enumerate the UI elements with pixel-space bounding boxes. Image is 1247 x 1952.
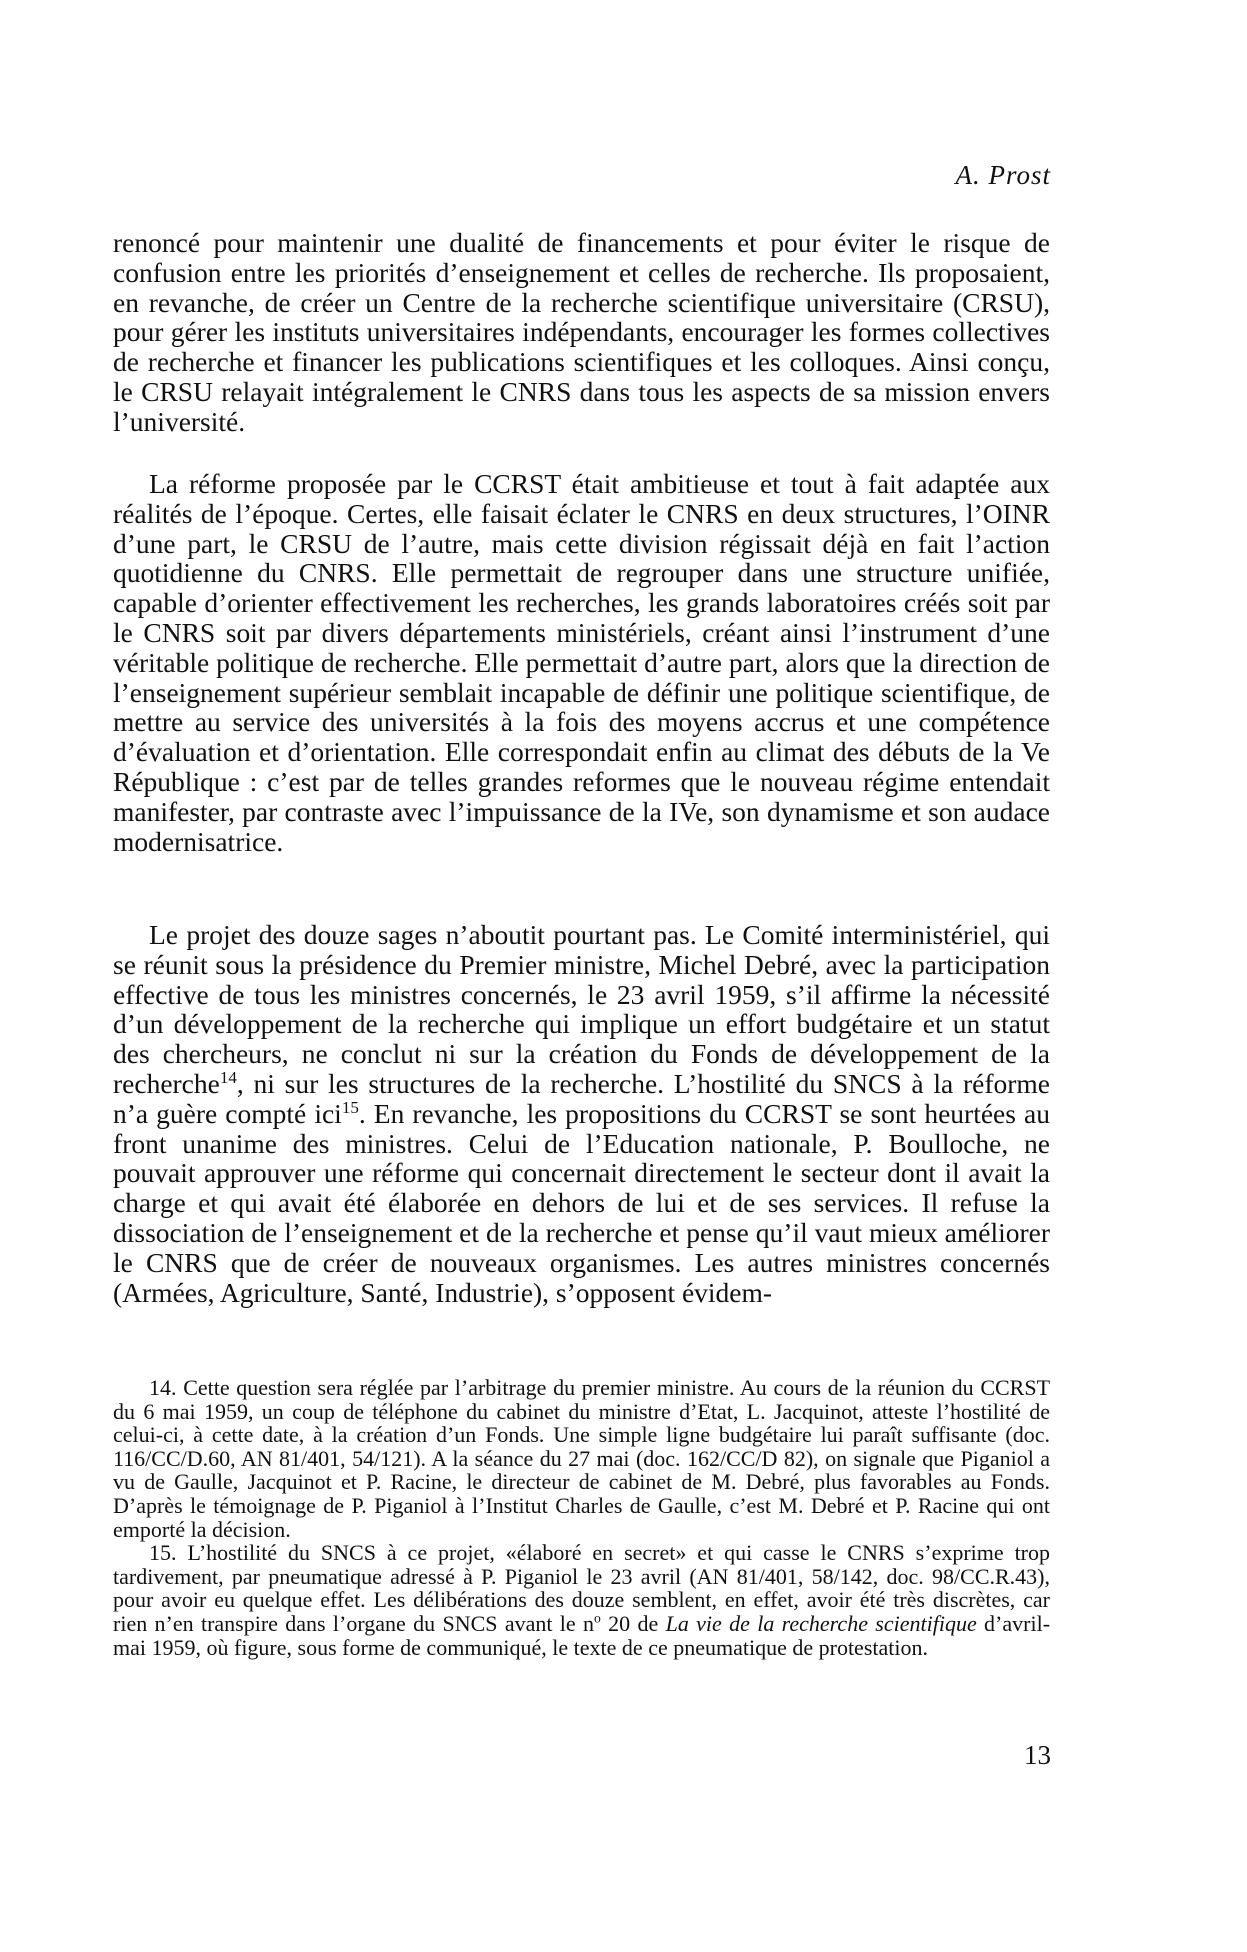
page-number: 13 — [1024, 1740, 1051, 1770]
paragraph-3-text — [113, 920, 1050, 1307]
paragraph-1-text: renoncé pour maintenir une dualité de financements et pour éviter le risque de confusion entre les priorités d’enseignement et celles de recherche. Ils proposaient, en revanche, de créer un Centre de la recherche scientifique universitaire (CRSU), pour gérer les instituts universitaires indépendants, encourager les formes collectives de recherche et financer les publications scientifiques et les colloques. Ainsi conçu, le CRSU relayait intégralement le CNRS dans tous les aspects de sa mission envers l’université. — [113, 227, 1050, 437]
footnotes — [113, 1376, 1050, 1659]
paragraph-3-part-c: . En revanche, les propositions du CCRST se sont heurtées au front unanime des ministres. Celui de l’Education nationale, P. Boulloche, ne pouvait approuver une réforme qui concernait directement le secteur dont il avait la charge et qui avait été élaborée en dehors de lui et de ses services. Il refuse la dissociation de l’enseignement et de la recherche et pense qu’il vaut mieux améliorer le CNRS que de créer de nouveaux organismes. Les autres ministres concernés (Armées, Agriculture, Santé, Industrie), s’opposent évidem- — [113, 1097, 1050, 1308]
footnote-15-number: 15. — [149, 1540, 177, 1566]
footnote-15-text-c: d’avril-mai 1959, où figure, sous forme de communiqué, le texte de ce pneumatique de protestation. — [113, 1610, 1051, 1660]
footnote-14-text: Cette question sera réglée par l’arbitrage du premier ministre. Au cours de la réunion du CCRST du 6 mai 1959, un coup de téléphone du cabinet du ministre d’Etat, L. Jacquinot, atteste l’hostilité de celui-ci, à cette date, à la création d’un Fonds. Une simple ligne budgétaire lui paraît suffisante (doc. 116/CC/D.60, AN 81/401, 54/121). A la séance du 27 mai (doc. 162/CC/D 82), on signale que Piganiol a vu de Gaulle, Jacquinot et P. Racine, le directeur de cabinet de M. Debré, plus favorables au Fonds. D’après le témoignage de P. Piganiol à l’Institut Charles de Gaulle, c’est M. Debré et P. Racine qui ont emporté la décision. — [113, 1375, 1051, 1542]
footnote-15-text-b: 20 de — [600, 1610, 666, 1636]
footnote-15 — [113, 1541, 1050, 1659]
footnote-14 — [113, 1376, 1050, 1541]
paragraph-3 — [113, 920, 1050, 1307]
paragraph-2 — [113, 469, 1050, 856]
footnote-15-journal-title: La vie de la recherche scientifique — [665, 1610, 977, 1636]
footnote-ref-15: 15 — [341, 1097, 359, 1117]
paragraph-1 — [113, 228, 1050, 437]
paragraph-3-part-b: , ni sur les structures de la recherche. L’hostilité du SNCS à la réforme n’a guère compté ici — [113, 1067, 1050, 1129]
footnote-15-numero-sup: o — [594, 1610, 601, 1626]
footnote-14-number: 14. — [149, 1375, 177, 1400]
footnote-ref-14: 14 — [219, 1067, 237, 1087]
paragraph-2-text: La réforme proposée par le CCRST était ambitieuse et tout à fait adaptée aux réalités de l’époque. Certes, elle faisait éclater le CNRS en deux structures, l’OINR d’une part, le CRSU de l’autre, mais cette division régissait déjà en fait l’action quotidienne du CNRS. Elle permettait de regrouper dans une structure unifiée, capable d’orienter effectivement les recherches, les grands laboratoires créés soit par le CNRS soit par divers départements ministériels, créant ainsi l’instrument d’une véritable politique de recherche. Elle permettait d’autre part, alors que la direction de l’enseignement supérieur semblait incapable de définir une politique scientifique, de mettre au service des universités à la fois des moyens accrus et une compétence d’évaluation et d’orientation. Elle correspondait enfin au climat des débuts de la Ve République : c’est par de telles grandes reformes que le nouveau régime entendait manifester, par contraste avec l’impuissance de la IVe, son dynamisme et son audace modernisatrice. — [113, 468, 1050, 857]
footnote-15-text-a: L’hostilité du SNCS à ce projet, «élaboré en secret» et qui casse le CNRS s’exprime trop tardivement, par pneumatique adressé à P. Piganiol le 23 avril (AN 81/401, 58/142, doc. 98/CC.R.43), pour avoir eu quelque effet. Les délibérations des douze semblent, en effet, avoir été très discrètes, car rien n’en transpire dans l’organe du SNCS avant le n — [113, 1540, 1051, 1636]
paragraph-3-part-a: Le projet des douze sages n’aboutit pourtant pas. Le Comité interministériel, qui se réunit sous la présidence du Premier ministre, Michel Debré, avec la participation effective de tous les ministres concernés, le 23 avril 1959, s’il affirme la nécessité d’un développement de la recherche qui implique un effort budgétaire et un statut des chercheurs, ne conclut ni sur la création du Fonds de développement de la recherche — [113, 919, 1050, 1099]
running-head: A. Prost — [955, 160, 1051, 190]
